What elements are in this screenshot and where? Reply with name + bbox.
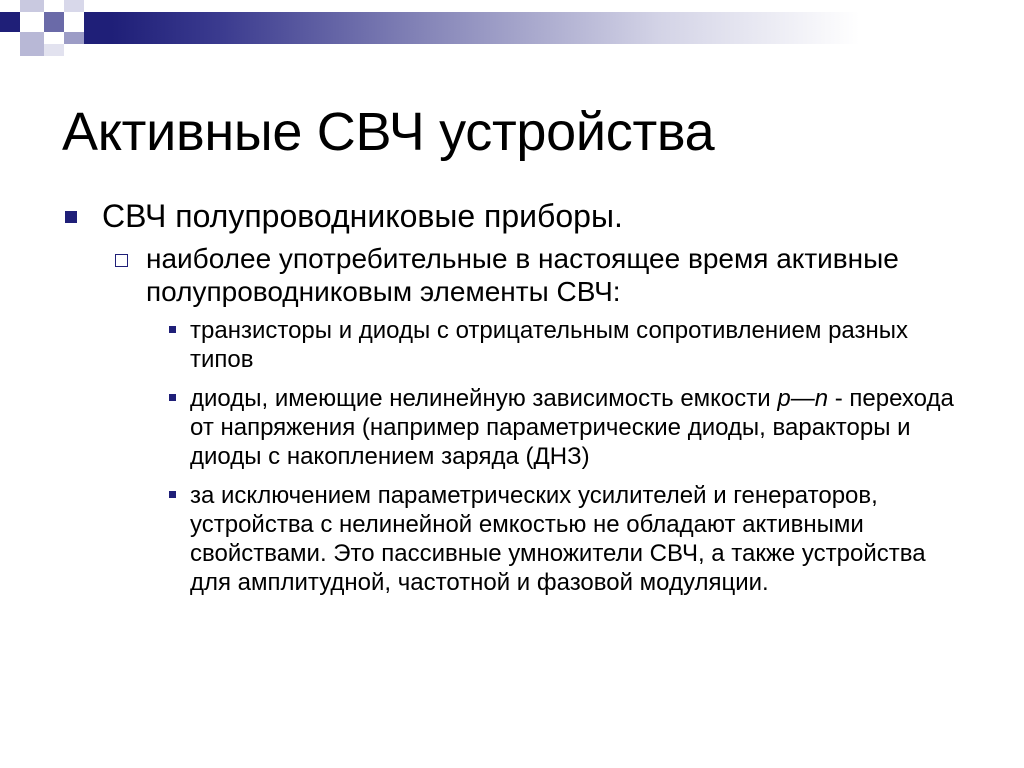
small-filled-square-bullet-icon: [169, 326, 176, 333]
deco-square: [20, 32, 44, 56]
filled-square-bullet-icon: [65, 211, 77, 223]
list-item-text: [190, 384, 960, 471]
bullet-level2-text: наиболее употребительные в настоящее время активные полупроводниковым элементы СВЧ:: [146, 243, 899, 307]
n-letter: n: [814, 385, 829, 412]
em-dash: —: [790, 385, 815, 412]
bullet-level1-text: СВЧ полупроводниковые приборы.: [102, 198, 623, 234]
deco-square: [44, 44, 64, 56]
list-item: [166, 316, 960, 374]
deco-square: [64, 32, 84, 44]
bullet-level3-list: [166, 316, 982, 597]
small-filled-square-bullet-icon: [169, 394, 176, 401]
deco-square: [0, 12, 20, 32]
hollow-square-bullet-icon: [115, 254, 128, 267]
list-item-text-before: диоды, имеющие нелинейную зависимость емкости: [190, 385, 778, 412]
slide-content: [62, 196, 982, 607]
deco-square: [44, 12, 64, 32]
p-letter: p: [777, 385, 791, 412]
list-item: [166, 481, 960, 597]
deco-square: [84, 12, 112, 44]
bullet-level1: [62, 196, 982, 236]
gradient-band: [112, 12, 1024, 44]
small-filled-square-bullet-icon: [169, 491, 176, 498]
list-item: [166, 384, 960, 471]
list-item-text: транзисторы и диоды с отрицательным сопротивлением разных типов: [190, 317, 909, 373]
list-item-text: за исключением параметрических усилителей и генераторов, устройства с нелинейной емкостью не обладают активными свойствами. Это пассивные умножители СВЧ, а также устройства для амплитудной, частотной и фазовой модуляции.: [190, 482, 926, 596]
bullet-level2: [114, 242, 982, 308]
deco-square: [20, 0, 44, 12]
decorative-header-band: [0, 0, 1024, 56]
list-item-text-after: - перехода от напряжения (например параметрические диоды, варакторы и диоды с накоплением заряда (ДНЗ): [190, 385, 954, 470]
slide-title: Активные СВЧ устройства: [62, 102, 715, 162]
deco-square: [64, 0, 84, 12]
